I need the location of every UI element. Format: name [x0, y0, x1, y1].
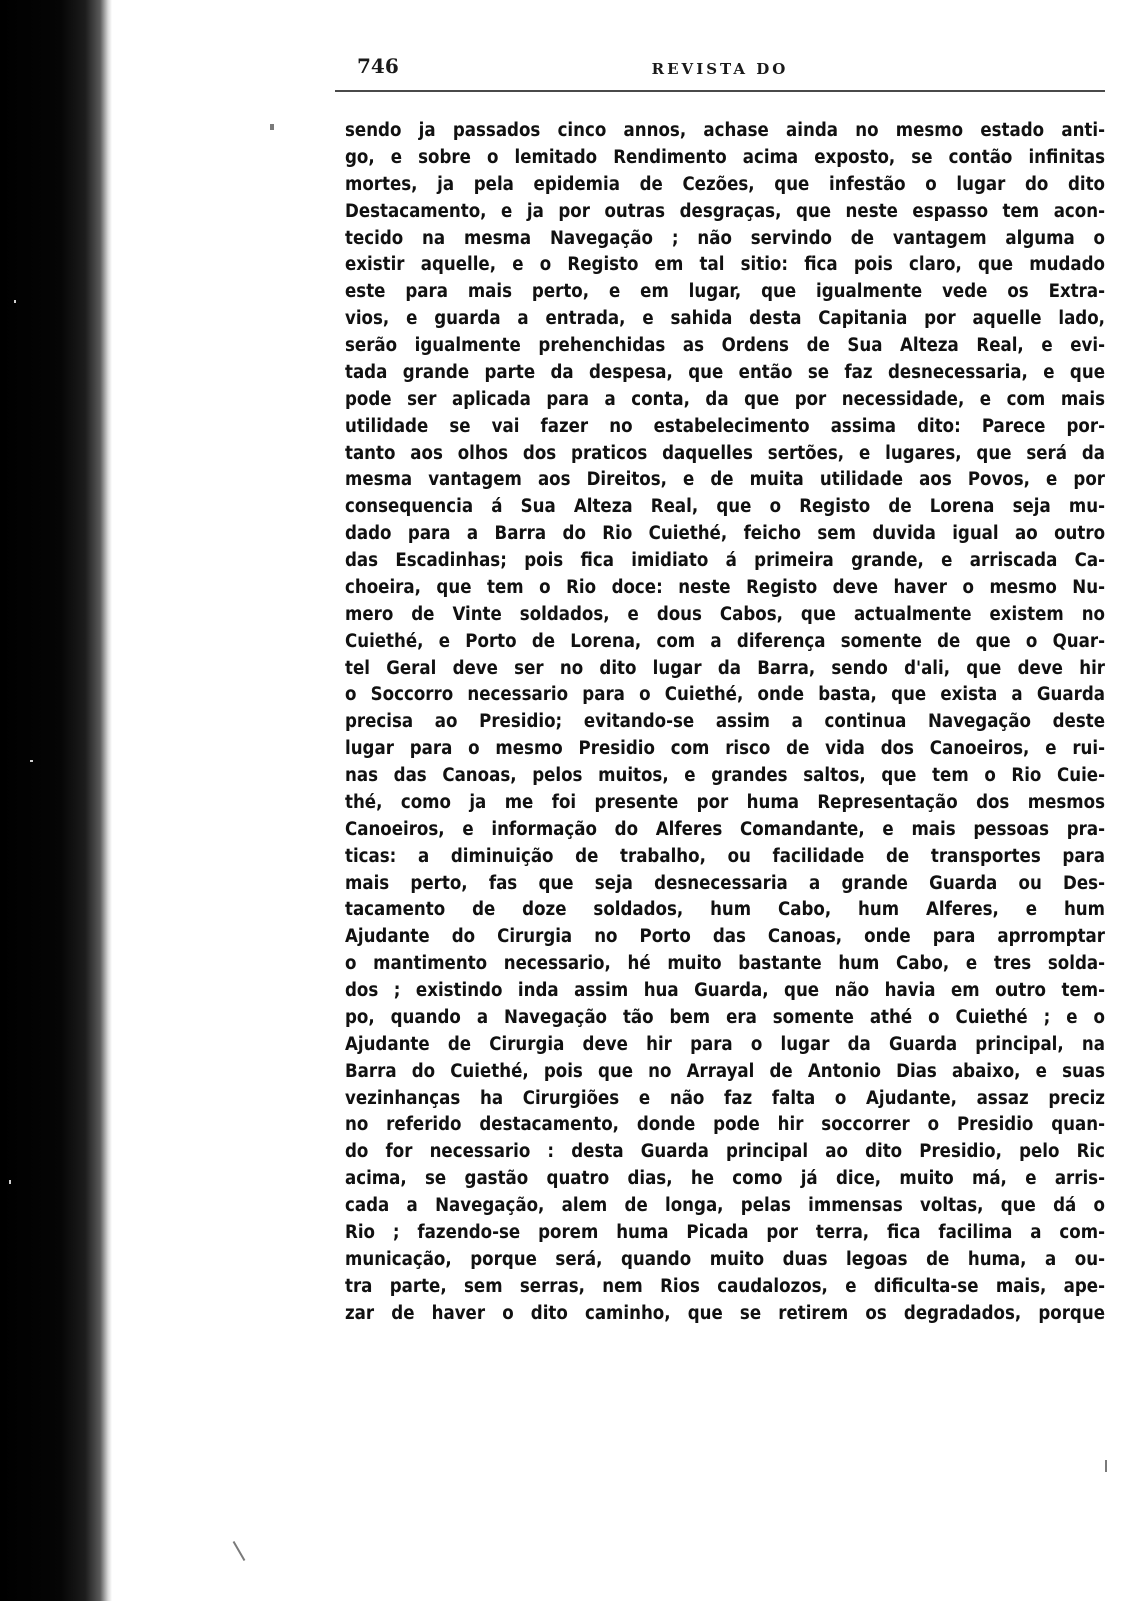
text-line: acima, se gastão quatro dias, he como já dice, muito má, e arris- — [345, 1168, 1105, 1190]
text-line: municação, porque será, quando muito duas legoas de huma, a ou- — [345, 1248, 1105, 1270]
page-number: 746 — [357, 54, 399, 78]
text-line: Canoeiros, e informação do Alferes Comandante, e mais pessoas pra- — [345, 818, 1105, 840]
text-line: ticas: a diminuição de trabalho, ou facilidade de transportes para — [345, 845, 1105, 867]
text-line: Barra do Cuiethé, pois que no Arrayal de Antonio Dias abaixo, e suas — [345, 1060, 1105, 1082]
text-line: tra parte, sem serras, nem Rios caudalozos, e dificulta-se mais, ape- — [345, 1275, 1105, 1297]
scan-mark — [233, 1541, 246, 1561]
text-line: dos ; existindo inda assim hua Guarda, que não havia em outro tem- — [345, 980, 1105, 1001]
text-line: pode ser aplicada para a conta, da que por necessidade, e com mais — [345, 388, 1105, 410]
book-page — [335, 48, 1105, 1324]
text-line: tada grande parte da despesa, que então se faz desnecessaria, e que — [345, 361, 1105, 383]
text-line: precisa ao Presidio; evitando-se assim a continua Navegação deste — [345, 711, 1105, 733]
text-line: Cuiethé, e Porto de Lorena, com a diferença somente de que o Quar- — [345, 630, 1105, 652]
scan-mark — [1105, 1460, 1107, 1472]
text-line: vezinhanças ha Cirurgiões e não faz falta o Ajudante, assaz preciz — [345, 1087, 1105, 1109]
text-line: po, quando a Navegação tão bem era somente athé o Cuiethé ; e o — [345, 1006, 1105, 1028]
text-line: thé, como ja me foi presente por huma Representação dos mesmos — [345, 791, 1105, 813]
page-header — [335, 48, 1105, 94]
text-line: no referido destacamento, donde pode hir soccorrer o Presidio quan- — [345, 1114, 1105, 1136]
text-line: choeira, que tem o Rio doce: neste Registo deve haver o mesmo Nu- — [345, 576, 1105, 598]
text-line: consequencia á Sua Alteza Real, que o Registo de Lorena seja mu- — [345, 496, 1105, 518]
text-line: tel Geral deve ser no dito lugar da Barra, sendo d'ali, que deve hir — [345, 657, 1105, 679]
scan-speck — [30, 760, 33, 762]
text-line: Rio ; fazendo-se porem huma Picada por terra, fica facilima a com- — [345, 1221, 1105, 1243]
text-line: dado para a Barra do Rio Cuiethé, feicho sem duvida igual ao outro — [345, 523, 1105, 545]
body-text — [345, 118, 1105, 1327]
text-line: zar de haver o dito caminho, que se retirem os degradados, porque — [345, 1302, 1105, 1324]
text-line: vios, e guarda a entrada, e sahida desta Capitania por aquelle lado, — [345, 308, 1105, 330]
text-line: sendo ja passados cinco annos, achase ainda no mesmo estado anti- — [345, 120, 1105, 141]
text-line: das Escadinhas; pois fica imidiato á primeira grande, e arriscada Ca- — [345, 550, 1105, 571]
text-line: tanto aos olhos dos praticos daquelles sertões, e lugares, que será da — [345, 442, 1105, 464]
scan-speck — [14, 300, 16, 303]
header-rule — [335, 90, 1105, 92]
text-line: tacamento de doze soldados, hum Cabo, hum Alferes, e hum — [345, 899, 1105, 921]
text-line: lugar para o mesmo Presidio com risco de vida dos Canoeiros, e rui- — [345, 738, 1105, 760]
scan-speck — [9, 1180, 11, 1184]
text-line: cada a Navegação, alem de longa, pelas immensas voltas, que dá o — [345, 1195, 1105, 1216]
text-line: Ajudante de Cirurgia deve hir para o lugar da Guarda principal, na — [345, 1033, 1105, 1055]
scan-mark — [270, 124, 274, 130]
text-line: existir aquelle, e o Registo em tal sitio: fica pois claro, que mudado — [345, 254, 1105, 276]
text-line: Destacamento, e ja por outras desgraças, que neste espasso tem acon- — [345, 200, 1105, 222]
text-line: serão igualmente prehenchidas as Ordens de Sua Alteza Real, e evi- — [345, 335, 1105, 356]
text-line: do for necessario : desta Guarda principal ao dito Presidio, pelo Ric — [345, 1141, 1105, 1163]
running-head: REVISTA DO — [651, 60, 789, 78]
text-line: mortes, ja pela epidemia de Cezões, que infestão o lugar do dito — [345, 173, 1105, 195]
text-line: o Soccorro necessario para o Cuiethé, onde basta, que exista a Guarda — [345, 684, 1105, 706]
text-line: mero de Vinte soldados, e dous Cabos, que actualmente existem no — [345, 603, 1105, 625]
text-line: Ajudante do Cirurgia no Porto das Canoas, onde para aprromptar — [345, 926, 1105, 948]
text-line: go, e sobre o lemitado Rendimento acima exposto, se contão infinitas — [345, 146, 1105, 168]
text-line: tecido na mesma Navegação ; não servindo de vantagem alguma o — [345, 227, 1105, 249]
text-line: mesma vantagem aos Direitos, e de muita utilidade aos Povos, e por — [345, 469, 1105, 491]
text-line: este para mais perto, e em lugar, que igualmente vede os Extra- — [345, 281, 1105, 303]
book-spine-shadow — [0, 0, 112, 1601]
text-line: mais perto, fas que seja desnecessaria a grande Guarda ou Des- — [345, 872, 1105, 894]
text-line: o mantimento necessario, hé muito bastante hum Cabo, e tres solda- — [345, 953, 1105, 975]
text-line: utilidade se vai fazer no estabelecimento assima dito: Parece por- — [345, 415, 1105, 437]
text-line: nas das Canoas, pelos muitos, e grandes saltos, que tem o Rio Cuie- — [345, 765, 1105, 786]
